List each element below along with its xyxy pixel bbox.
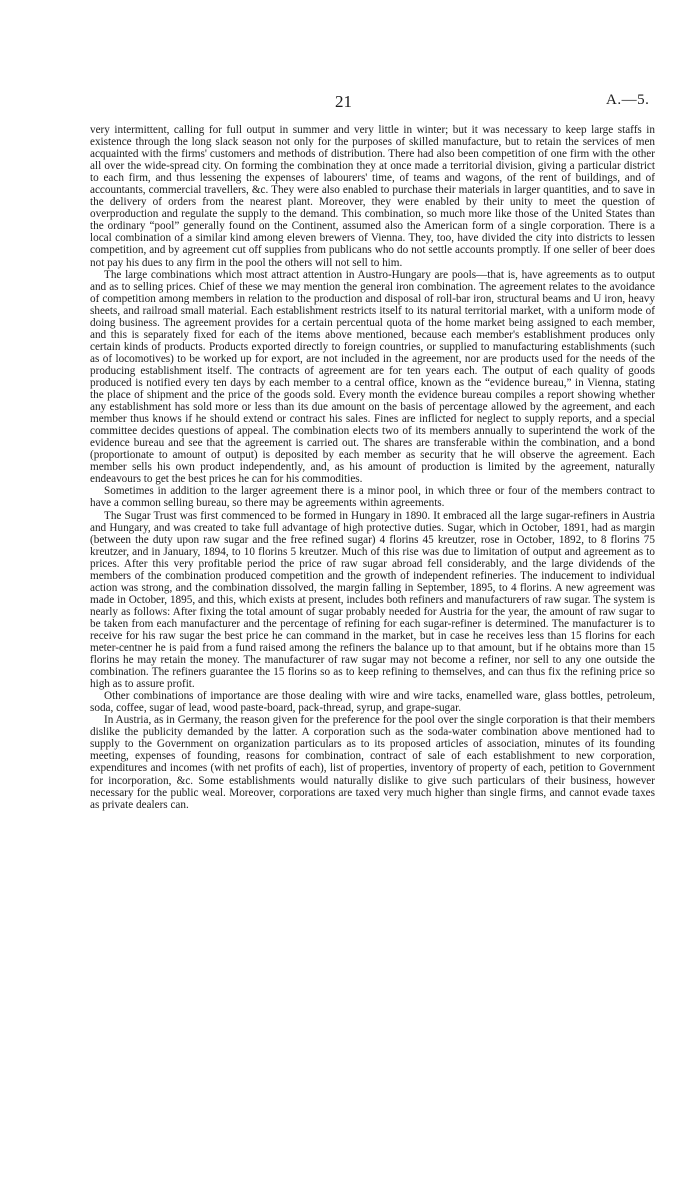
paragraph-iron-pool: The large combinations which most attract attention in Austro-Hungary are pools—that is, have agreements as to output and as to selling prices. Chief of these we may mention the general iron combination. The agreement relates to the avoidance of competition among members in relation to the production and disposal of roll-bar iron, structural beams and U iron, heavy sheets, and railroad small material. Each establishment restricts itself to its natural territorial market, with a uniform mode of doing business. The agreement provides for a certain percentual quota of the home market being assigned to each member, and this is separately fixed for each of the items above mentioned, because each member's establishment produces only certain kinds of products. Products exported directly to foreign countries, or supplied to manufacturing establishments (such as of locomotives) to be worked up for export, are not included in the agreement, nor are products used for the needs of the producing establishment itself. The contracts of agreement are for ten years each. The output of each quality of goods produced is notified every ten days by each member to a central office, known as the “evidence bureau,” in Vienna, stating the place of shipment and the price of the goods sold. Every month the evidence bureau compiles a report showing whether any establishment has sold more or less than its due amount on the basis of percentage allowed by the agreement, and each member thus knows if he should extend or contract his sales. Fines are inflicted for neglect to supply reports, and a special committee decides questions of appeal. The combination elects two of its members annually to superintend the work of the evidence bureau and see that the agreement is carried out. The shares are transferable within the combination, and a bond (proportionate to amount of output) is deposited by each member as security that he will observe the agreement. Each member sells his own product independently, and, as his amount of production is limited by the agreement, naturally endeavours to get the best prices he can for his commodities. (90, 268, 655, 486)
page-header (0, 92, 700, 116)
body-text (90, 124, 655, 811)
paragraph-brewers-combination: very intermittent, calling for full output in summer and very little in winter; but it was necessary to keep large staffs in existence through the long slack season not only for the purposes of skilled manufacture, but to retain the services of men acquainted with the firms' customers and methods of distribution. There had also been competition of one firm with the other all over the wide-spread city. On forming the combination they at once made a territorial division, giving a particular district to each firm, and thus lessening the expenses of labourers' time, of teams and wagons, of the rent of buildings, and of accountants, commercial travellers, &c. They were also enabled to purchase their materials in larger quantities, and to save in the delivery of orders from the nearest plant. Moreover, they were enabled by their unity to meet the question of overproduction and regulate the supply to the demand. This combination, so much more like those of the United States than the ordinary “pool” generally found on the Continent, assumed also the American form of a single corporation. There is a local combination of a similar kind among eleven brewers of Vienna. They, too, have divided the city into districts to lessen competition, and by agreement cut off supplies from publicans who do not settle accounts promptly. If one seller of beer does not pay his dues to any firm in the pool the others will not sell to him. (90, 124, 655, 269)
paragraph-minor-pool: Sometimes in addition to the larger agreement there is a minor pool, in which three or four of the members contract to have a common selling bureau, so there may be agreements within agreements. (90, 485, 655, 510)
page-number: 21 (335, 92, 352, 111)
paragraph-austria-pool-preference: In Austria, as in Germany, the reason given for the preference for the pool over the single corporation is that their members dislike the publicity demanded by the latter. A corporation such as the soda-water combination above mentioned had to supply to the Government on organization particulars as to its proposed articles of association, minutes of its founding meeting, expenses of founding, reasons for combination, contract of sale of each establishment to new corporation, expenditures and incomes (with net profits of each), list of properties, inventory of property of each, petition to Government for incorporation, &c. Some establishments would naturally dislike to give such particulars of their business, however necessary for the public weal. Moreover, corporations are taxed very much higher than single firms, and cannot evade taxes as private dealers can. (90, 714, 655, 811)
paragraph-other-combinations: Other combinations of importance are those dealing with wire and wire tacks, enamelled ware, glass bottles, petroleum, soda, coffee, sugar of lead, wood paste-board, pack-thread, syrup, and grape-sugar. (90, 690, 655, 715)
paragraph-sugar-trust: The Sugar Trust was first commenced to be formed in Hungary in 1890. It embraced all the large sugar-refiners in Austria and Hungary, and was created to take full advantage of high protective duties. Sugar, which in October, 1891, had as margin (between the duty upon raw sugar and the free refined sugar) 4 florins 45 kreutzer, rose in October, 1892, to 8 florins 75 kreutzer, and in January, 1894, to 10 florins 5 kreutzer. Much of this rise was due to limitation of output and agreement as to prices. After this very profitable period the price of raw sugar abroad fell considerably, and the large dividends of the members of the combination produced competition and the growth of independent refineries. The inducement to individual action was strong, and the combination dissolved, the margin falling in September, 1895, to 4 florins. A new agreement was made in October, 1895, and this, which exists at present, includes both refiners and manufacturers of raw sugar. The system is nearly as follows: After fixing the total amount of sugar probably needed for Austria for the year, the amount of raw sugar to be taken from each manufacturer and the percentage of refining for each sugar-refiner is determined. The manufacturer is to receive for his raw sugar the best price he can command in the market, but in case he receives less than 15 florins for each meter-centner he is paid from a fund raised among the refiners the balance up to that amount, but if he obtains more than 15 florins he may retain the money. The manufacturer of raw sugar may not become a refiner, nor sell to any one outside the combination. The refiners guarantee the 15 florins so as to keep refining to themselves, and can thus fix the refining price so high as to assure profit. (90, 509, 655, 691)
page-reference: A.—5. (606, 92, 650, 108)
